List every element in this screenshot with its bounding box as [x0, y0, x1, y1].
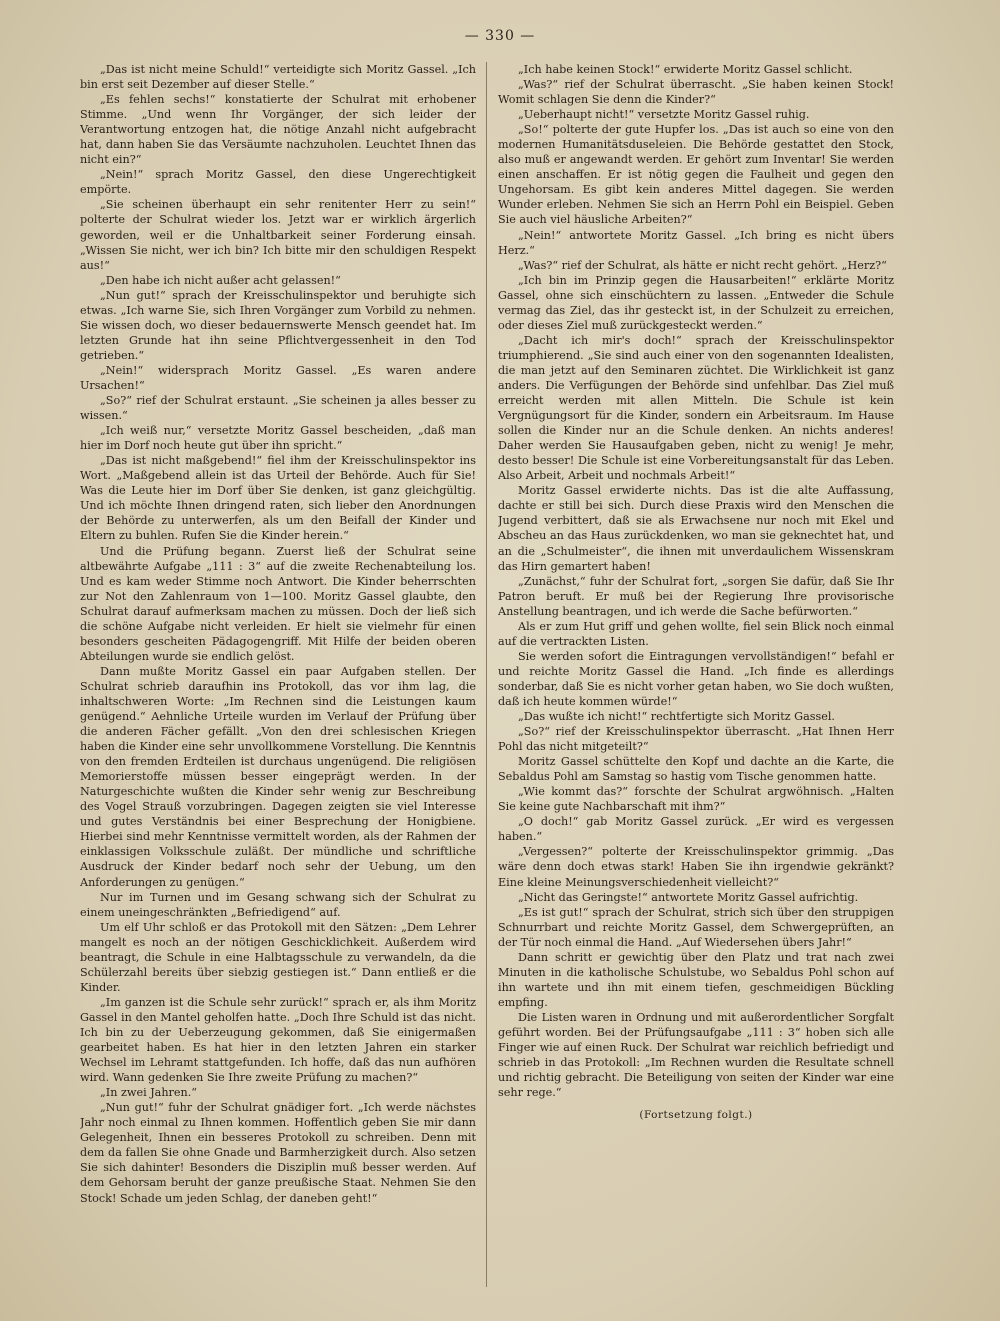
paragraph: Dann mußte Moritz Gassel ein paar Aufgaben stellen. Der Schulrat schrieb daraufhin ins Protokoll, das vor ihm lag, die inhaltschweren Worte: „Im Rechnen sind die Leistungen kaum genügend.“ Aehnliche Urteile wurden im Verlauf der Prüfung über die anderen Fächer gefällt. „Von den drei schlesischen Kriegen haben die Kinder eine sehr unvollkommene Vorstellung. Die Kenntnis von den fremden Erdteilen ist durchaus ungenügend. Die religiösen Memorierstoffe müssen besser eingeprägt werden. In der Naturgeschichte wußten die Kinder sehr wenig zur Beschreibung des Vogel Strauß vorzubringen. Dagegen zeigten sie viel Interesse und gutes Verständnis bei einer Besprechung der Honigbiene. Hierbei sind mehr Kenntnisse vermittelt worden, als der Rahmen der einklassigen Volksschule zuläßt. Der mündliche und schriftliche Ausdruck der Kinder bedarf noch sehr der Uebung, um den Anforderungen zu genügen.“	[80, 664, 476, 889]
paragraph: „Was?“ rief der Schulrat überrascht. „Sie haben keinen Stock! Womit schlagen Sie denn die Kinder?“	[498, 78, 894, 107]
paragraph: „Ich habe keinen Stock!“ erwiderte Moritz Gassel schlicht.	[518, 63, 853, 76]
paragraph: „Nicht das Geringste!“ antwortete Moritz Gassel aufrichtig.	[518, 890, 859, 904]
page-number: — 330 —	[464, 28, 536, 44]
paragraph: „Nun gut!“ fuhr der Schulrat gnädiger fort. „Ich werde nächstes Jahr noch einmal zu Ihnen kommen. Hoffentlich geben Sie mir dann Gelegenheit, Ihnen ein besseres Protokoll zu schreiben. Denn mit dem da fallen Sie ohne Gnade und Barmherzigkeit durch. Also setzen Sie sich dahinter! Besonders die Disziplin muß besser werden. Auf dem Gehorsam beruht der ganze preußische Staat. Nehmen Sie den Stock! Schade um jeden Schlag, der daneben geht!“	[80, 1101, 476, 1205]
paragraph: „Im ganzen ist die Schule sehr zurück!“ sprach er, als ihm Moritz Gassel in den Mantel geholfen hatte. „Doch Ihre Schuld ist das nicht. Ich bin zu der Ueberzeugung gekommen, daß Sie einigermaßen gearbeitet haben. Es hat hier in den letzten Jahren ein starker Wechsel im Lehramt stattgefunden. Ich hoffe, daß das nun aufhören wird. Wann gedenken Sie Ihre zweite Prüfung zu machen?“	[80, 995, 476, 1085]
paragraph: Nur im Turnen und im Gesang schwang sich der Schulrat zu einem uneingeschränkten „Befriedigend“ auf.	[80, 890, 476, 919]
paragraph: „Ich bin im Prinzip gegen die Hausarbeiten!“ erklärte Moritz Gassel, ohne sich einschüchtern zu lassen. „Entweder die Schule vermag das Ziel, das ihr gesteckt ist, in der Schulzeit zu erreichen, oder dieses Ziel muß zurückgesteckt werden.“	[498, 273, 894, 332]
paragraph: „Nein!“ widersprach Moritz Gassel. „Es waren andere Ursachen!“	[80, 363, 476, 392]
paragraph: Dann schritt er gewichtig über den Platz und trat nach zwei Minuten in die katholische Schulstube, wo Sebaldus Pohl schon auf ihn wartete und ihn mit einem tiefen, geschmeidigen Bückling empfing.	[498, 950, 894, 1009]
paragraph: Und die Prüfung begann. Zuerst ließ der Schulrat seine altbewährte Aufgabe „111 : 3“ auf die zweite Rechenabteilung los. Und es kam weder Stimme noch Antwort. Die Kinder beherrschten zur Not den Zahlenraum von 1—100. Moritz Gassel glaubte, den Schulrat darauf aufmerksam machen zu müssen. Doch der ließ sich die schöne Aufgabe nicht verleiden. Er hielt sie vielmehr für einen besonders gescheiten Pädagogengriff. Mit Hilfe der beiden oberen Abteilungen wurde sie endlich gelöst.	[80, 544, 476, 663]
left-column	[80, 62, 476, 1292]
paragraph: „So!“ polterte der gute Hupfer los. „Das ist auch so eine von den modernen Humanitätsduseleien. Die Behörde gestattet den Stock, also muß er angewandt werden. Er gehört zum Inventar! Sie werden einen anschaffen. Er ist nötig gegen die Faulheit und gegen den Ungehorsam. Es gibt kein anderes Mittel dagegen. Sie werden Wunder erleben. Nehmen Sie sich an Herrn Pohl ein Beispiel. Geben Sie auch viel häusliche Arbeiten?“	[498, 123, 894, 227]
paragraph: Als er zum Hut griff und gehen wollte, fiel sein Blick noch einmal auf die vertrackten Listen.	[498, 619, 894, 648]
column-divider	[486, 62, 487, 1287]
paragraph: Die Listen waren in Ordnung und mit außerordentlicher Sorgfalt geführt worden. Bei der Prüfungsaufgabe „111 : 3“ hoben sich alle Finger wie auf einen Ruck. Der Schulrat war reichlich befriedigt und schrieb in das Protokoll: „Im Rechnen wurden die Resultate schnell und richtig gebracht. Die Beteiligung von seiten der Kinder war eine sehr rege.“	[498, 1010, 894, 1100]
paragraph: „Das ist nicht meine Schuld!“ verteidigte sich Moritz Gassel. „Ich bin erst seit Dezember auf dieser Stelle.“	[80, 63, 476, 92]
continuation-note: (Fortsetzung folgt.)	[639, 1109, 753, 1122]
paragraph: „Das ist nicht maßgebend!“ fiel ihm der Kreisschulinspektor ins Wort. „Maßgebend allein ist das Urteil der Behörde. Auch für Sie! Was die Leute hier im Dorf über Sie denken, ist ganz gleichgültig. Und ich möchte Ihnen dringend raten, sich lieber den Anordnungen der Behörde zu unterwerfen, als um den Beifall der Kinder und Eltern zu buhlen. Rufen Sie die Kinder herein.“	[80, 454, 476, 543]
paragraph: „Was?“ rief der Schulrat, als hätte er nicht recht gehört. „Herz?“	[518, 258, 887, 272]
paragraph: „Es fehlen sechs!“ konstatierte der Schulrat mit erhobener Stimme. „Und wenn Ihr Vorgänger, der sich leider der Verantwortung entzogen hat, die nötige Anzahl nicht aufgebracht hat, dann haben Sie das Versäumte nachzuholen. Leuchtet Ihnen das nicht ein?“	[80, 93, 476, 167]
paragraph: „Den habe ich nicht außer acht gelassen!“	[100, 273, 341, 287]
paragraph: Moritz Gassel erwiderte nichts. Das ist die alte Auffassung, dachte er still bei sich. Durch diese Praxis wird den Menschen die Jugend verbittert, daß sie als Erwachsene nur noch mit Ekel und Abscheu an das Haus zurückdenken, wo man sie geknechtet hat, und an die „Schulmeister“, die ihnen mit unverdaulichem Wissenskram das Hirn gemartert haben!	[498, 484, 894, 573]
paragraph: Sie werden sofort die Eintragungen vervollständigen!“ befahl er und reichte Moritz Gassel die Hand. „Ich finde es allerdings sonderbar, daß Sie es nicht vorher getan haben, wo Sie doch wußten, daß ich heute kommen würde!“	[498, 649, 894, 708]
paragraph: „Das wußte ich nicht!“ rechtfertigte sich Moritz Gassel.	[518, 710, 835, 724]
right-column	[498, 62, 894, 1292]
paragraph: „In zwei Jahren.“	[100, 1086, 198, 1100]
paragraph: Um elf Uhr schloß er das Protokoll mit den Sätzen: „Dem Lehrer mangelt es noch an der nötigen Geschicklichkeit. Außerdem wird beantragt, die Schule in eine Halbtagsschule zu verwandeln, da die Schülerzahl bereits über siebzig gestiegen ist.“ Dann entließ er die Kinder.	[80, 920, 476, 994]
paragraph: „Nein!“ sprach Moritz Gassel, den diese Ungerechtigkeit empörte.	[80, 168, 476, 197]
paragraph: „O doch!“ gab Moritz Gassel zurück. „Er wird es vergessen haben.“	[498, 815, 894, 844]
paragraph: „Es ist gut!“ sprach der Schulrat, strich sich über den struppigen Schnurrbart und reichte Moritz Gassel, dem Schwergeprüften, an der Tür noch einmal die Hand. „Auf Wiedersehen übers Jahr!“	[498, 905, 894, 949]
paragraph: „Nun gut!“ sprach der Kreisschulinspektor und beruhigte sich etwas. „Ich warne Sie, sich Ihren Vorgänger zum Vorbild zu nehmen. Sie wissen doch, wo dieser bedauernswerte Mensch geendet hat. Im letzten Grunde hat ihn seine Pflichtvergessenheit in den Tod getrieben.“	[80, 288, 476, 362]
paragraph: „So?“ rief der Schulrat erstaunt. „Sie scheinen ja alles besser zu wissen.“	[80, 394, 476, 423]
paragraph: „Nein!“ antwortete Moritz Gassel. „Ich bring es nicht übers Herz.“	[498, 228, 894, 257]
paragraph: „Zunächst,“ fuhr der Schulrat fort, „sorgen Sie dafür, daß Sie Ihr Patron beruft. Er muß bei der Regierung Ihre provisorische Anstellung beantragen, und ich werde die Sache befürworten.“	[498, 574, 894, 618]
paragraph: „Ich weiß nur,“ versetzte Moritz Gassel bescheiden, „daß man hier im Dorf noch heute gut über ihn spricht.“	[80, 424, 476, 453]
paragraph: „Dacht ich mir's doch!“ sprach der Kreisschulinspektor triumphierend. „Sie sind auch einer von den sogenannten Idealisten, die man jetzt auf den Seminaren züchtet. Die Wirklichkeit ist ganz anders. Die Verfügungen der Behörde sind unfehlbar. Das Ziel muß erreicht werden mit allen Mitteln. Die Schule ist kein Vergnügungsort für die Kinder, sondern ein Arbeitsraum. Im Hause sollen die Kinder nur an die Schule denken. An nichts anderes! Daher werden Sie Hausaufgaben geben, nicht zu wenig! Je mehr, desto besser! Die Schule ist eine Vorbereitungsanstalt für das Leben. Also Arbeit, Arbeit und nochmals Arbeit!“	[498, 333, 894, 483]
paragraph: „Vergessen?“ polterte der Kreisschulinspektor grimmig. „Das wäre denn doch etwas stark! Haben Sie ihn irgendwie gekränkt? Eine kleine Meinungsverschiedenheit vielleicht?“	[498, 845, 894, 889]
paragraph: „So?“ rief der Kreisschulinspektor überrascht. „Hat Ihnen Herr Pohl das nicht mitgeteilt?“	[498, 725, 894, 754]
paragraph: „Sie scheinen überhaupt ein sehr renitenter Herr zu sein!“ polterte der Schulrat wieder los. Jetzt war er wirklich ärgerlich geworden, weil er die Unhaltbarkeit seiner Forderung einsah. „Wissen Sie nicht, wer ich bin? Ich bitte mir den schuldigen Respekt aus!“	[80, 198, 476, 272]
paragraph: „Ueberhaupt nicht!“ versetzte Moritz Gassel ruhig.	[518, 108, 810, 122]
paragraph: Moritz Gassel schüttelte den Kopf und dachte an die Karte, die Sebaldus Pohl am Samstag so hastig vom Tische genommen hatte.	[498, 755, 894, 784]
paragraph: „Wie kommt das?“ forschte der Schulrat argwöhnisch. „Halten Sie keine gute Nachbarschaft mit ihm?“	[498, 785, 894, 814]
